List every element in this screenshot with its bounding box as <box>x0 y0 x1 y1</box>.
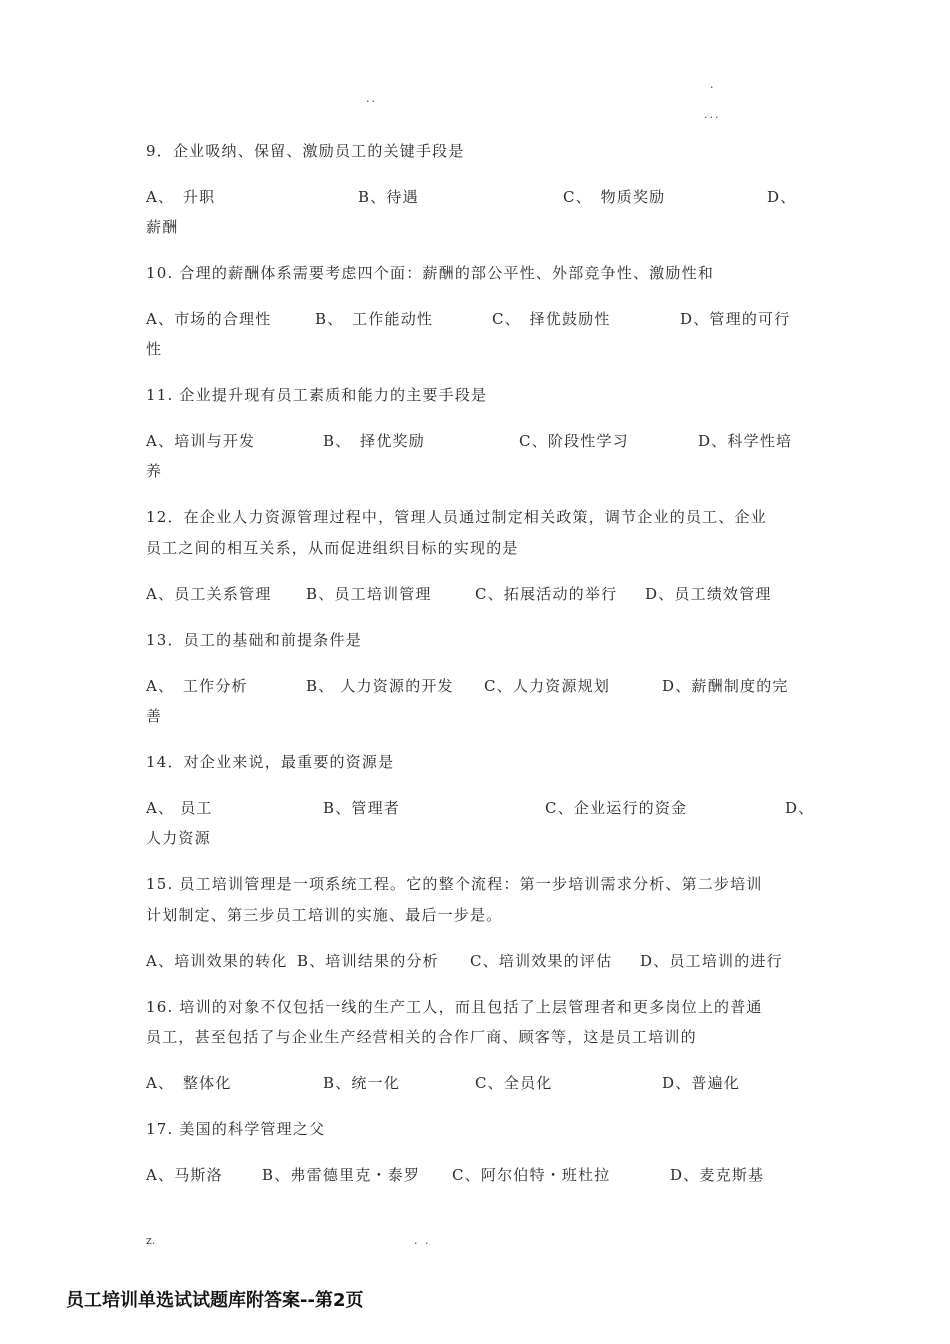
option-c: C、全员化 <box>475 1074 553 1092</box>
option-d: D、麦克斯基 <box>670 1166 765 1184</box>
option-a: A、员工关系管理 <box>146 585 272 603</box>
option-b: B、待遇 <box>358 188 419 206</box>
question-stem: 12．在企业人力资源管理过程中，管理人员通过制定相关政策，调节企业的员工、企业 <box>146 508 767 526</box>
option-continuation: 性 <box>146 340 163 358</box>
option-d: D、普遍化 <box>662 1074 741 1092</box>
question-stem: 13．员工的基础和前提条件是 <box>146 631 362 649</box>
question-stem: 17. 美国的科学管理之父 <box>146 1120 326 1138</box>
page-caption: 员工培训单选试试题库附答案--第2页 <box>66 1290 364 1311</box>
question-stem: 10. 合理的薪酬体系需要考虑四个面：薪酬的部公平性、外部竞争性、激励性和 <box>146 264 715 282</box>
question-stem: 9．企业吸纳、保留、激励员工的关键手段是 <box>146 142 465 160</box>
header-dots-left: .. <box>366 92 377 105</box>
option-a: A、马斯洛 <box>146 1166 223 1184</box>
option-c: C、 择优鼓励性 <box>492 310 611 328</box>
option-c: C、企业运行的资金 <box>545 799 688 817</box>
option-b: B、员工培训管理 <box>306 585 432 603</box>
header-dot-right-top: . <box>710 78 716 91</box>
option-continuation: 薪酬 <box>146 218 179 236</box>
option-b: B、统一化 <box>323 1074 401 1092</box>
question-stem-line-2: 计划制定、第三步员工培训的实施、最后一步是。 <box>146 906 503 924</box>
option-c: C、 物质奖励 <box>563 188 666 206</box>
header-dots-right: ... <box>704 108 721 121</box>
question-stem: 15. 员工培训管理是一项系统工程。它的整个流程：第一步培训需求分析、第二步培训 <box>146 875 763 893</box>
option-d: D、科学性培 <box>698 432 793 450</box>
question-stem: 14．对企业来说，最重要的资源是 <box>146 753 395 771</box>
option-a: A、 员工 <box>146 799 213 817</box>
option-b: B、 择优奖励 <box>323 432 425 450</box>
option-c: C、培训效果的评估 <box>470 952 613 970</box>
option-a: A、培训与开发 <box>146 432 256 450</box>
option-d: D、管理的可行 <box>680 310 791 328</box>
option-d: D、 <box>785 799 815 817</box>
option-c: C、阶段性学习 <box>519 432 629 450</box>
option-continuation: 善 <box>146 707 163 725</box>
footer-mark-right: . . <box>414 1234 431 1247</box>
option-d: D、员工培训的进行 <box>640 952 783 970</box>
option-a: A、 整体化 <box>146 1074 232 1092</box>
question-stem: 16. 培训的对象不仅包括一线的生产工人，而且包括了上层管理者和更多岗位上的普通 <box>146 998 763 1016</box>
option-b: B、培训结果的分析 <box>297 952 439 970</box>
option-b: B、弗雷德里克・泰罗 <box>262 1166 421 1184</box>
footer-mark-left: z. <box>146 1234 156 1247</box>
option-b: B、 人力资源的开发 <box>306 677 454 695</box>
option-c: C、拓展活动的举行 <box>475 585 618 603</box>
option-d: D、薪酬制度的完 <box>662 677 789 695</box>
option-c: C、阿尔伯特・班杜拉 <box>452 1166 611 1184</box>
option-a: A、培训效果的转化 <box>146 952 288 970</box>
option-d: D、 <box>767 188 797 206</box>
option-continuation: 人力资源 <box>146 829 211 847</box>
option-a: A、 工作分析 <box>146 677 248 695</box>
option-d: D、员工绩效管理 <box>645 585 772 603</box>
question-stem-line-2: 员工之间的相互关系，从而促进组织目标的实现的是 <box>146 539 519 557</box>
option-a: A、 升职 <box>146 188 216 206</box>
option-c: C、人力资源规划 <box>484 677 611 695</box>
option-b: B、管理者 <box>323 799 401 817</box>
question-stem: 11. 企业提升现有员工素质和能力的主要手段是 <box>146 386 488 404</box>
option-b: B、 工作能动性 <box>315 310 434 328</box>
question-stem-line-2: 员工，甚至包括了与企业生产经营相关的合作厂商、顾客等，这是员工培训的 <box>146 1028 697 1046</box>
option-continuation: 养 <box>146 462 163 480</box>
option-a: A、市场的合理性 <box>146 310 272 328</box>
